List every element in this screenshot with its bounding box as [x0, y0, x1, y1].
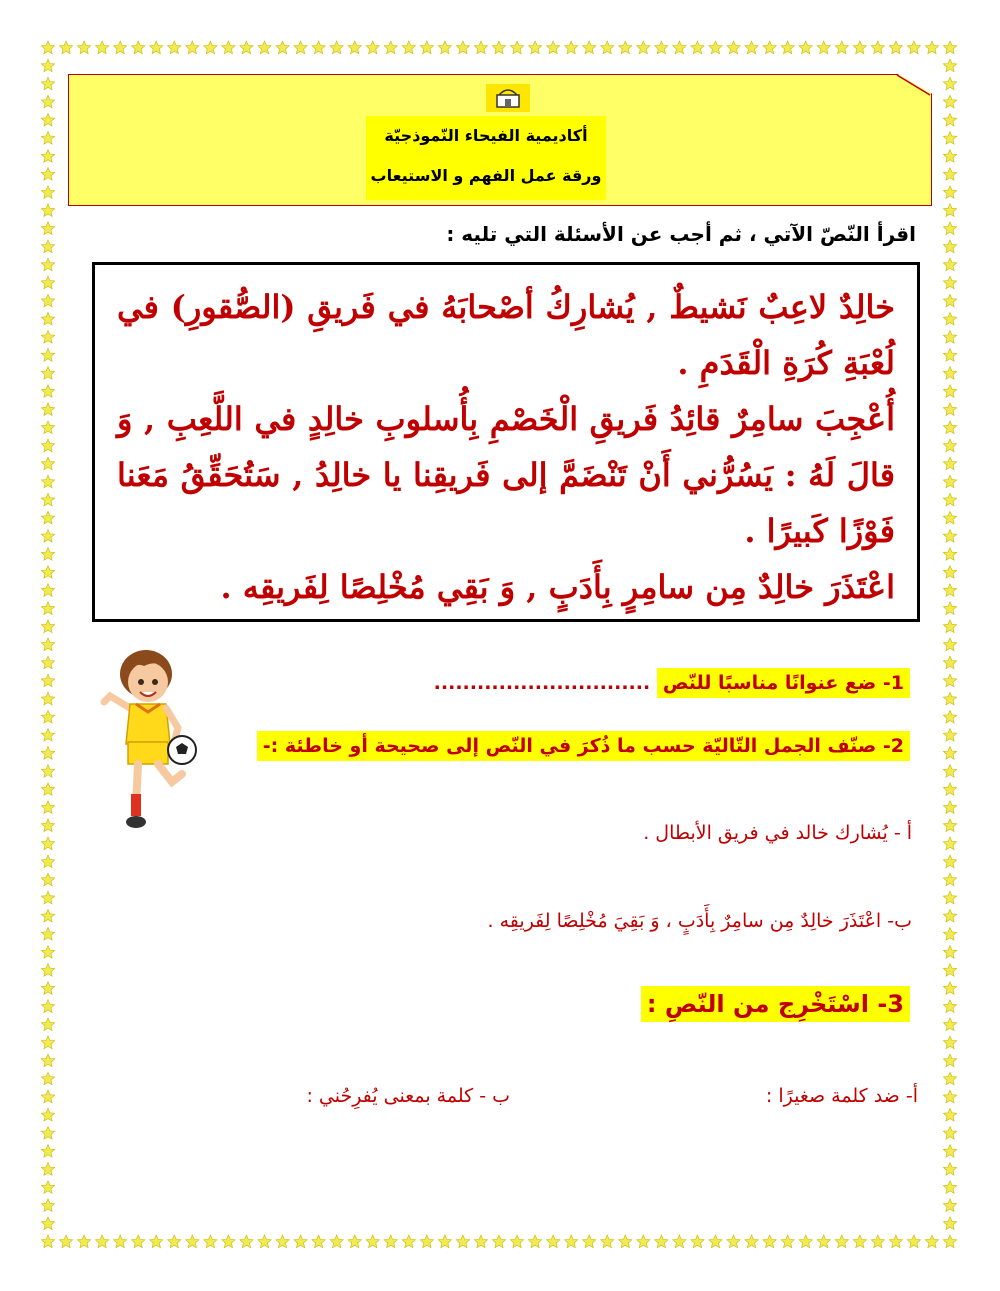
- star-icon: [943, 132, 956, 145]
- star-icon: [943, 113, 956, 126]
- star-icon: [41, 258, 54, 271]
- star-icon: [41, 511, 54, 524]
- star-icon: [312, 1235, 325, 1248]
- school-name: أكاديمية الفيحاء النّموذجيّة: [384, 126, 588, 145]
- star-icon: [41, 367, 54, 380]
- star-icon: [41, 113, 54, 126]
- star-icon: [709, 1235, 722, 1248]
- star-icon: [799, 1235, 812, 1248]
- star-icon: [781, 41, 794, 54]
- star-icon: [41, 1181, 54, 1194]
- star-icon: [222, 41, 235, 54]
- star-icon: [41, 294, 54, 307]
- star-icon: [889, 41, 902, 54]
- star-icon: [763, 41, 776, 54]
- star-icon: [186, 1235, 199, 1248]
- question-3: [641, 990, 910, 1018]
- star-icon: [943, 747, 956, 760]
- star-icon: [943, 77, 956, 90]
- star-icon: [925, 41, 938, 54]
- passage-paragraph-2: أُعْجِبَ سامِرٌ قائِدُ فَريقِ الْخَصْمِ بِأُسلوبِ خالِدٍ في اللَّعِبِ , وَ قالَ لَهُ : يَسُرُّني أَنْ تَنْضَمَّ إلى فَريقِنا يا خالِدُ , سَتُحَقِّقُ مَعَنا فَوْزًا كَبيرًا .: [117, 400, 895, 550]
- star-icon: [330, 1235, 343, 1248]
- star-icon: [41, 783, 54, 796]
- star-icon: [655, 41, 668, 54]
- passage-paragraph-3: اعْتَذَرَ خالِدٌ مِن سامِرٍ بِأَدَبٍ , وَ بَقِي مُخْلِصًا لِفَريقِه .: [220, 568, 895, 606]
- star-icon: [41, 421, 54, 434]
- star-icon: [41, 566, 54, 579]
- star-icon: [943, 530, 956, 543]
- star-icon: [943, 656, 956, 669]
- star-icon: [41, 1072, 54, 1085]
- star-icon: [943, 186, 956, 199]
- star-icon: [943, 1199, 956, 1212]
- star-icon: [41, 1127, 54, 1140]
- star-icon: [763, 1235, 776, 1248]
- star-icon: [943, 819, 956, 832]
- star-icon: [41, 439, 54, 452]
- star-icon: [41, 855, 54, 868]
- star-icon: [41, 493, 54, 506]
- star-icon: [114, 1235, 127, 1248]
- star-icon: [41, 710, 54, 723]
- star-icon: [456, 1235, 469, 1248]
- star-icon: [41, 150, 54, 163]
- star-icon: [41, 385, 54, 398]
- star-icon: [943, 511, 956, 524]
- star-icon: [943, 620, 956, 633]
- star-icon: [835, 1235, 848, 1248]
- star-icon: [96, 41, 109, 54]
- star-icon: [41, 638, 54, 651]
- star-icon: [673, 41, 686, 54]
- star-icon: [240, 1235, 253, 1248]
- star-icon: [943, 312, 956, 325]
- star-icon: [41, 77, 54, 90]
- star-icon: [637, 1235, 650, 1248]
- star-icon: [132, 41, 145, 54]
- star-icon: [907, 1235, 920, 1248]
- star-icon: [943, 946, 956, 959]
- star-icon: [41, 747, 54, 760]
- star-icon: [168, 1235, 181, 1248]
- star-icon: [276, 41, 289, 54]
- star-icon: [943, 729, 956, 742]
- star-icon: [565, 41, 578, 54]
- star-icon: [871, 41, 884, 54]
- star-icon: [943, 204, 956, 217]
- star-icon: [41, 475, 54, 488]
- star-icon: [943, 1036, 956, 1049]
- star-icon: [943, 367, 956, 380]
- star-icon: [258, 41, 271, 54]
- star-icon: [41, 1199, 54, 1212]
- star-icon: [41, 873, 54, 886]
- star-icon: [673, 1235, 686, 1248]
- star-icon: [114, 41, 127, 54]
- star-icon: [817, 1235, 830, 1248]
- star-icon: [41, 946, 54, 959]
- star-icon: [943, 602, 956, 615]
- question-3-label: 3- اسْتَخْرِج من النّصِ :: [641, 986, 910, 1022]
- star-icon: [41, 1036, 54, 1049]
- star-icon: [132, 1235, 145, 1248]
- star-icon: [41, 656, 54, 669]
- star-icon: [348, 41, 361, 54]
- star-icon: [943, 783, 956, 796]
- football-boy-icon: [96, 646, 200, 834]
- question-2-item-a: أ - يُشارك خالد في فريق الأبطال .: [643, 822, 912, 844]
- sheet-title: ورقة عمل الفهم و الاستيعاب: [370, 166, 602, 185]
- star-icon: [384, 1235, 397, 1248]
- star-icon: [943, 1090, 956, 1103]
- star-icon: [276, 1235, 289, 1248]
- star-icon: [583, 1235, 596, 1248]
- star-icon: [59, 1235, 72, 1248]
- star-icon: [943, 1072, 956, 1085]
- star-icon: [943, 222, 956, 235]
- star-icon: [150, 41, 163, 54]
- question-3-item-a: أ- ضد كلمة صغيرًا :: [765, 1085, 918, 1107]
- star-icon: [943, 240, 956, 253]
- star-icon: [41, 1217, 54, 1230]
- star-icon: [691, 1235, 704, 1248]
- star-icon: [294, 41, 307, 54]
- star-icon: [41, 1163, 54, 1176]
- star-icon: [943, 873, 956, 886]
- star-icon: [41, 837, 54, 850]
- star-icon: [528, 1235, 541, 1248]
- star-icon: [41, 457, 54, 470]
- star-icon: [853, 41, 866, 54]
- star-icon: [943, 837, 956, 850]
- star-icon: [943, 385, 956, 398]
- star-icon: [492, 41, 505, 54]
- star-icon: [691, 41, 704, 54]
- star-icon: [619, 1235, 632, 1248]
- star-icon: [943, 1163, 956, 1176]
- star-icon: [709, 41, 722, 54]
- star-icon: [943, 403, 956, 416]
- star-icon: [258, 1235, 271, 1248]
- star-icon: [943, 765, 956, 778]
- star-icon: [96, 1235, 109, 1248]
- star-icon: [41, 964, 54, 977]
- star-icon: [41, 41, 54, 54]
- star-icon: [41, 331, 54, 344]
- star-icon: [943, 1145, 956, 1158]
- star-icon: [41, 909, 54, 922]
- star-icon: [41, 349, 54, 362]
- star-icon: [41, 312, 54, 325]
- star-icon: [41, 801, 54, 814]
- star-icon: [312, 41, 325, 54]
- star-icon: [943, 95, 956, 108]
- star-icon: [41, 674, 54, 687]
- star-icon: [59, 41, 72, 54]
- star-icon: [41, 59, 54, 72]
- star-icon: [943, 59, 956, 72]
- star-icon: [943, 964, 956, 977]
- star-icon: [330, 41, 343, 54]
- question-3-item-b: ب - كلمة بمعنى يُفرِحُني :: [306, 1085, 510, 1107]
- star-icon: [583, 41, 596, 54]
- star-icon: [438, 1235, 451, 1248]
- star-icon: [41, 186, 54, 199]
- star-icon: [943, 909, 956, 922]
- star-icon: [943, 41, 956, 54]
- star-icon: [601, 1235, 614, 1248]
- star-icon: [943, 674, 956, 687]
- star-icon: [943, 891, 956, 904]
- star-icon: [41, 530, 54, 543]
- question-1-answer-blank[interactable]: ..............................: [433, 672, 651, 694]
- star-icon: [41, 819, 54, 832]
- school-logo-icon: [486, 84, 530, 112]
- star-icon: [943, 1217, 956, 1230]
- star-icon: [420, 1235, 433, 1248]
- star-icon: [204, 41, 217, 54]
- star-icon: [943, 331, 956, 344]
- star-icon: [943, 855, 956, 868]
- star-icon: [943, 801, 956, 814]
- star-icon: [601, 41, 614, 54]
- star-icon: [943, 584, 956, 597]
- question-1: [434, 672, 910, 694]
- star-icon: [565, 1235, 578, 1248]
- star-icon: [943, 1108, 956, 1121]
- star-icon: [366, 41, 379, 54]
- star-icon: [745, 41, 758, 54]
- star-icon: [77, 41, 90, 54]
- star-icon: [943, 276, 956, 289]
- star-icon: [727, 41, 740, 54]
- star-icon: [77, 1235, 90, 1248]
- star-icon: [474, 1235, 487, 1248]
- star-icon: [348, 1235, 361, 1248]
- star-icon: [943, 692, 956, 705]
- star-icon: [943, 982, 956, 995]
- star-icon: [41, 132, 54, 145]
- star-icon: [835, 41, 848, 54]
- star-icon: [204, 1235, 217, 1248]
- passage-paragraph-1: خالِدٌ لاعِبٌ نَشيطٌ , يُشارِكُ أصْحابَهُ في فَريقِ (الصُّقورِ) في لُعْبَةِ كُرَةِ الْقَدَمِ .: [117, 288, 896, 382]
- star-icon: [943, 493, 956, 506]
- star-icon: [168, 41, 181, 54]
- star-icon: [294, 1235, 307, 1248]
- star-icon: [943, 928, 956, 941]
- star-icon: [41, 1108, 54, 1121]
- star-icon: [41, 168, 54, 181]
- question-2: [257, 735, 910, 757]
- star-icon: [41, 584, 54, 597]
- star-icon: [943, 1018, 956, 1031]
- star-icon: [943, 421, 956, 434]
- star-icon: [745, 1235, 758, 1248]
- star-icon: [943, 258, 956, 271]
- star-icon: [781, 1235, 794, 1248]
- star-icon: [41, 1090, 54, 1103]
- question-1-label: 1- ضع عنوانًا مناسبًا للنّص: [657, 668, 910, 698]
- star-icon: [41, 982, 54, 995]
- instruction-text: اقرأ النّصّ الآتي ، ثم أجب عن الأسئلة التي تليه :: [446, 222, 916, 246]
- star-icon: [384, 41, 397, 54]
- star-icon: [817, 41, 830, 54]
- star-icon: [41, 729, 54, 742]
- star-icon: [240, 41, 253, 54]
- star-icon: [943, 710, 956, 723]
- star-icon: [943, 294, 956, 307]
- star-icon: [510, 41, 523, 54]
- star-icon: [41, 928, 54, 941]
- star-icon: [943, 475, 956, 488]
- star-icon: [366, 1235, 379, 1248]
- star-icon: [943, 349, 956, 362]
- star-icon: [799, 41, 812, 54]
- star-icon: [655, 1235, 668, 1248]
- question-2-label: 2- صنّف الجمل التّاليّة حسب ما ذُكرَ في النّص إلى صحيحة أو خاطئة :-: [257, 731, 910, 761]
- title-box: [366, 116, 606, 200]
- star-icon: [907, 41, 920, 54]
- star-icon: [41, 204, 54, 217]
- star-icon: [943, 457, 956, 470]
- star-icon: [438, 41, 451, 54]
- star-icon: [41, 1000, 54, 1013]
- star-icon: [943, 1235, 956, 1248]
- star-icon: [528, 41, 541, 54]
- star-icon: [871, 1235, 884, 1248]
- star-icon: [943, 566, 956, 579]
- star-icon: [727, 1235, 740, 1248]
- star-icon: [510, 1235, 523, 1248]
- star-icon: [943, 439, 956, 452]
- star-icon: [222, 1235, 235, 1248]
- star-icon: [456, 41, 469, 54]
- star-icon: [943, 1000, 956, 1013]
- star-icon: [41, 1145, 54, 1158]
- star-icon: [41, 1054, 54, 1067]
- star-icon: [41, 222, 54, 235]
- star-icon: [943, 1181, 956, 1194]
- star-icon: [150, 1235, 163, 1248]
- star-icon: [41, 95, 54, 108]
- star-icon: [41, 891, 54, 904]
- star-icon: [943, 150, 956, 163]
- star-icon: [41, 240, 54, 253]
- star-icon: [402, 41, 415, 54]
- star-icon: [492, 1235, 505, 1248]
- star-icon: [637, 41, 650, 54]
- star-icon: [41, 276, 54, 289]
- star-icon: [943, 1127, 956, 1140]
- star-icon: [889, 1235, 902, 1248]
- star-icon: [402, 1235, 415, 1248]
- star-icon: [547, 1235, 560, 1248]
- star-icon: [41, 548, 54, 561]
- star-icon: [943, 168, 956, 181]
- star-icon: [41, 403, 54, 416]
- star-icon: [420, 41, 433, 54]
- question-2-item-b: ب- اعْتَذَرَ خالِدٌ مِن سامِرٌ بِأَدَبٍ ، وَ بَقِيَ مُخْلِصًا لِفَريقِه .: [487, 910, 912, 932]
- star-icon: [41, 692, 54, 705]
- star-icon: [186, 41, 199, 54]
- reading-passage: [92, 262, 920, 622]
- star-icon: [619, 41, 632, 54]
- star-icon: [41, 765, 54, 778]
- star-icon: [925, 1235, 938, 1248]
- star-icon: [853, 1235, 866, 1248]
- star-icon: [474, 41, 487, 54]
- star-icon: [41, 602, 54, 615]
- star-icon: [943, 638, 956, 651]
- star-icon: [41, 1018, 54, 1031]
- star-icon: [547, 41, 560, 54]
- star-icon: [41, 1235, 54, 1248]
- star-icon: [943, 1054, 956, 1067]
- star-icon: [41, 620, 54, 633]
- star-icon: [943, 548, 956, 561]
